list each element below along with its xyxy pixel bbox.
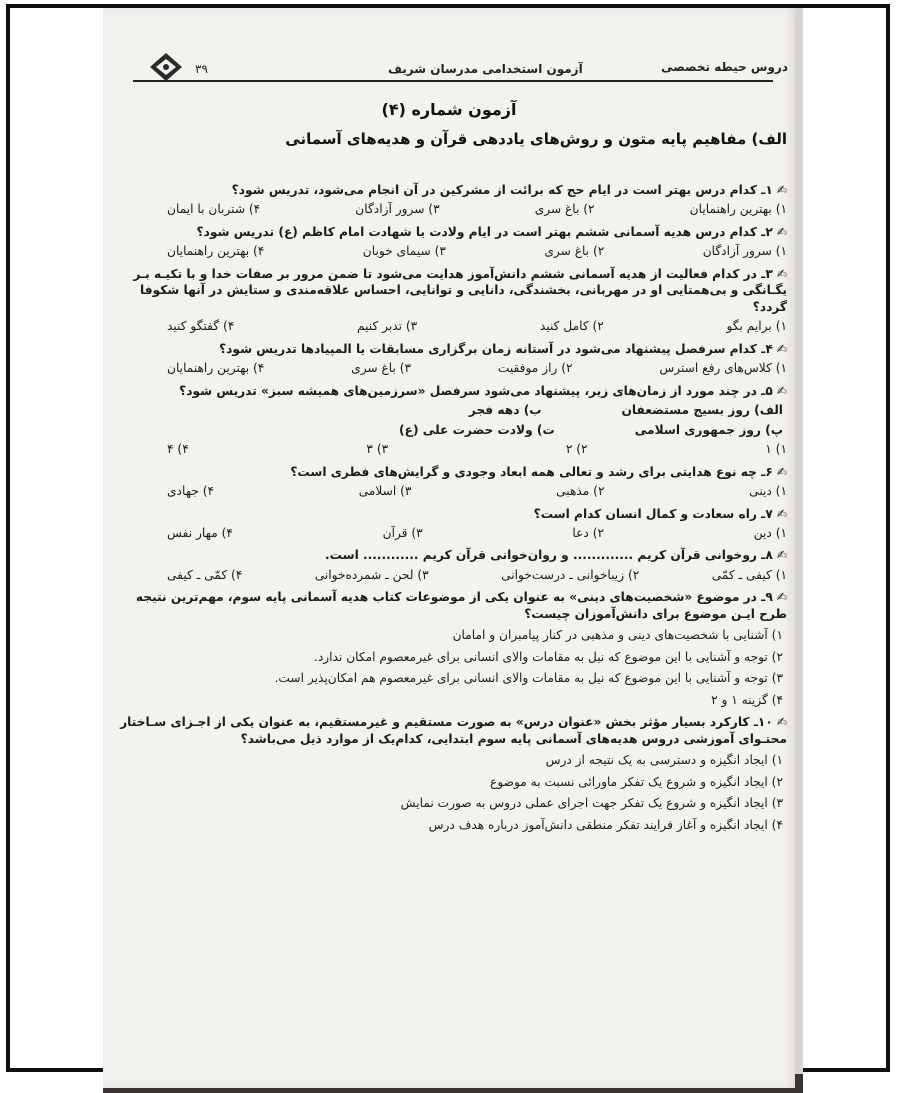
answer-option: ۴) بهترین راهنمایان <box>167 244 265 259</box>
answer-options <box>107 567 787 583</box>
answer-options <box>107 360 787 376</box>
answer-option: ۲) باغ سری <box>544 244 605 259</box>
answer-option: ۲) راز موفقیت <box>497 361 573 376</box>
answer-option: ۳) تدبر کنیم <box>356 319 418 334</box>
pen-icon: ✍ <box>776 183 787 197</box>
page-number: ۳۹ <box>195 62 208 76</box>
question-7 <box>107 506 787 522</box>
answer-option: ۳) سیمای خوبان <box>362 244 446 259</box>
pen-icon: ✍ <box>776 341 787 356</box>
section-title: الف) مفاهیم پایه متون و روش‌های یاددهی قرآن و هدیه‌های آسمانی <box>285 130 787 148</box>
pen-icon: ✍ <box>776 383 787 398</box>
answer-option: ۴) مهار نفس <box>167 525 233 540</box>
answer-option: ۳) قرآن <box>382 525 423 540</box>
answer-option: ۳) ۳ <box>366 442 389 457</box>
answer-option: ۴) کمّی ـ کیفی <box>167 567 243 582</box>
question-items-row <box>107 422 787 438</box>
paper-edge <box>795 8 803 1088</box>
answer-option: ۱) دینی <box>749 484 787 499</box>
answer-option: ۲) کامل کنید <box>539 319 604 334</box>
answer-option: ۳) سرور آزادگان <box>355 202 440 217</box>
question-8 <box>107 547 787 563</box>
question-text: ۳ـ در کدام فعالیت از هدیه آسمانی ششم دانش‌آموز هدایت می‌شود تا ضمن مرور بر صفات خدا و با تکیـه بـر یگـانگی و بی‌همتایی او در مهربانی، بخشندگی، دانایی و توانایی، احساس علاقه‌مندی و ستایش در آنها شکوفا گردد؟ <box>133 266 787 314</box>
question-item: ت) ولادت حضرت علی (ع) <box>399 422 555 437</box>
question-list <box>107 176 787 833</box>
answer-option: ۱) بهترین راهنمایان <box>689 202 787 217</box>
answer-options <box>107 525 787 541</box>
header-divider <box>133 80 773 82</box>
answer-option: ۲) دعا <box>572 525 604 540</box>
answer-option: ۱) آشنایی با شخصیت‌های دینی و مذهبی در کنار پیامبران و امامان <box>452 628 783 643</box>
pen-icon: ✍ <box>776 224 787 239</box>
answer-option: ۲) باغ سری <box>534 202 595 217</box>
question-items-row <box>107 402 787 418</box>
answer-option: ۲) زیباخوانی ـ درست‌خوانی <box>501 567 640 582</box>
answer-option: ۱) کلاس‌های رفع استرس <box>659 361 787 376</box>
answer-option: ۴) ایجاد انگیزه و آغاز فرایند تفکر منطقی دانش‌آموز درباره هدف درس <box>428 817 783 832</box>
answer-option: ۳) لحن ـ شمرده‌خوانی <box>314 567 429 582</box>
question-text: ۴ـ کدام سرفصل پیشنهاد می‌شود در آستانه زمان برگزاری مسابقات یا المپیادها تدریس شود؟ <box>219 341 773 356</box>
pen-icon: ✍ <box>776 590 787 605</box>
question-text: ۷ـ راه سعادت و کمال انسان کدام است؟ <box>533 506 773 521</box>
question-item: ب) دهه فجر <box>468 403 542 418</box>
answer-option: ۴) گفتگو کنید <box>167 319 235 334</box>
question-text: ۸ـ روخوانی قرآن کریم ............. و روان‌خوانی قرآن کریم ............ است. <box>325 548 773 563</box>
answer-option: ۱) سرور آزادگان <box>702 244 787 259</box>
pen-icon: ✍ <box>776 266 787 281</box>
answer-options <box>107 483 787 499</box>
pen-icon: ✍ <box>776 506 787 521</box>
question-text: ۵ـ در چند مورد از زمان‌های زیر، پیشنهاد می‌شود سرفصل «سرزمین‌های همیشه سبز» تدریس شود؟ <box>179 383 773 398</box>
question-5 <box>107 383 787 399</box>
question-text: ۹ـ در موضوع «شخصیت‌های دینی» به عنوان یکی از موضوعات کتاب هدیه آسمانی پایه سوم، مهم‌ترین نتیجه طرح ایـن موضوع برای دانش‌آموزان چیست؟ <box>135 590 787 621</box>
pen-icon: ✍ <box>776 464 787 479</box>
page-header <box>133 48 788 84</box>
exam-title: آزمون شماره (۴) <box>381 100 517 119</box>
pen-icon: ✍ <box>776 715 787 730</box>
question-text: ۱ـ کدام درس بهتر است در ایام حج که برائت از مشرکین در آن انجام می‌شود، تدریس شود؟ <box>231 183 773 197</box>
question-4 <box>107 341 787 357</box>
question-3 <box>107 266 787 315</box>
answer-option: ۴) بهترین راهنمایان <box>167 361 265 376</box>
pen-icon: ✍ <box>776 548 787 563</box>
answer-option: ۲) مذهبی <box>556 484 605 499</box>
answer-option: ۱) برایم بگو <box>726 319 787 334</box>
question-item: الف) روز بسیج مستضعفان <box>621 403 783 418</box>
question-text: ۶ـ چه نوع هدایتی برای رشد و تعالی همه ابعاد وجودی و گرایش‌های فطری است؟ <box>290 464 773 479</box>
question-text: ۲ـ کدام درس هدیه آسمانی ششم بهتر است در ایام ولادت یا شهادت امام کاظم (ع) تدریس شود؟ <box>196 224 773 239</box>
page-number-ornament-icon <box>149 52 183 82</box>
answer-option: ۱) ۱ <box>765 442 787 457</box>
answer-options <box>107 441 787 457</box>
answer-options <box>107 318 787 334</box>
answer-option: ۴) ۴ <box>167 442 189 457</box>
answer-option: ۲) ۲ <box>565 442 588 457</box>
question-text: ۱۰ـ کارکرد بسیار مؤثر بخش «عنوان درس» به صورت مستقیم و غیرمستقیم، به عنوان یکی از اجـزای سـاختار محتـوای آموزشی دروس هدیه‌های آسمانی پایه سوم ابتدایی، کدام‌یک از موارد ذیل می‌باشد؟ <box>120 715 787 746</box>
answer-options <box>107 243 787 259</box>
question-10 <box>107 714 787 747</box>
answer-option: ۱) کیفی ـ کمّی <box>711 567 787 582</box>
header-subject: دروس حیطه تخصصی <box>661 60 788 74</box>
answer-option: ۳) اسلامی <box>358 484 412 499</box>
answer-option: ۳) باغ سری <box>351 361 412 376</box>
answer-option: ۴) گزینه ۱ و ۲ <box>711 692 783 707</box>
answer-option: ۴) شتربان با ایمان <box>167 202 261 217</box>
question-item: پ) روز جمهوری اسلامی <box>634 422 783 437</box>
book-page <box>103 8 795 1088</box>
question-9 <box>107 589 787 622</box>
answer-option: ۴) جهادی <box>167 484 215 499</box>
answer-option: ۱) دین <box>753 525 787 540</box>
question-2 <box>107 224 787 240</box>
header-center-title: آزمون استخدامی مدرسان شریف <box>388 62 583 76</box>
answer-option: ۳) توجه و آشنایی با این موضوع که نیل به مقامات والای انسانی برای غیرمعصوم هم امکان‌پذیر است. <box>274 671 783 686</box>
question-1 <box>107 182 787 198</box>
answer-option: ۳) ایجاد انگیزه و شروع یک تفکر جهت اجرای عملی دروس به صورت نمایش <box>400 796 783 811</box>
answer-option: ۱) ایجاد انگیزه و دسترسی به یک نتیجه از درس <box>545 753 783 768</box>
question-6 <box>107 464 787 480</box>
answer-options <box>107 201 787 217</box>
answer-option: ۲) توجه و آشنایی با این موضوع که نیل به مقامات والای انسانی برای غیرمعصوم امکان ندارد. <box>313 649 783 664</box>
answer-option: ۲) ایجاد انگیزه و شروع یک تفکر ماورائی نسبت به موضوع <box>490 774 783 789</box>
